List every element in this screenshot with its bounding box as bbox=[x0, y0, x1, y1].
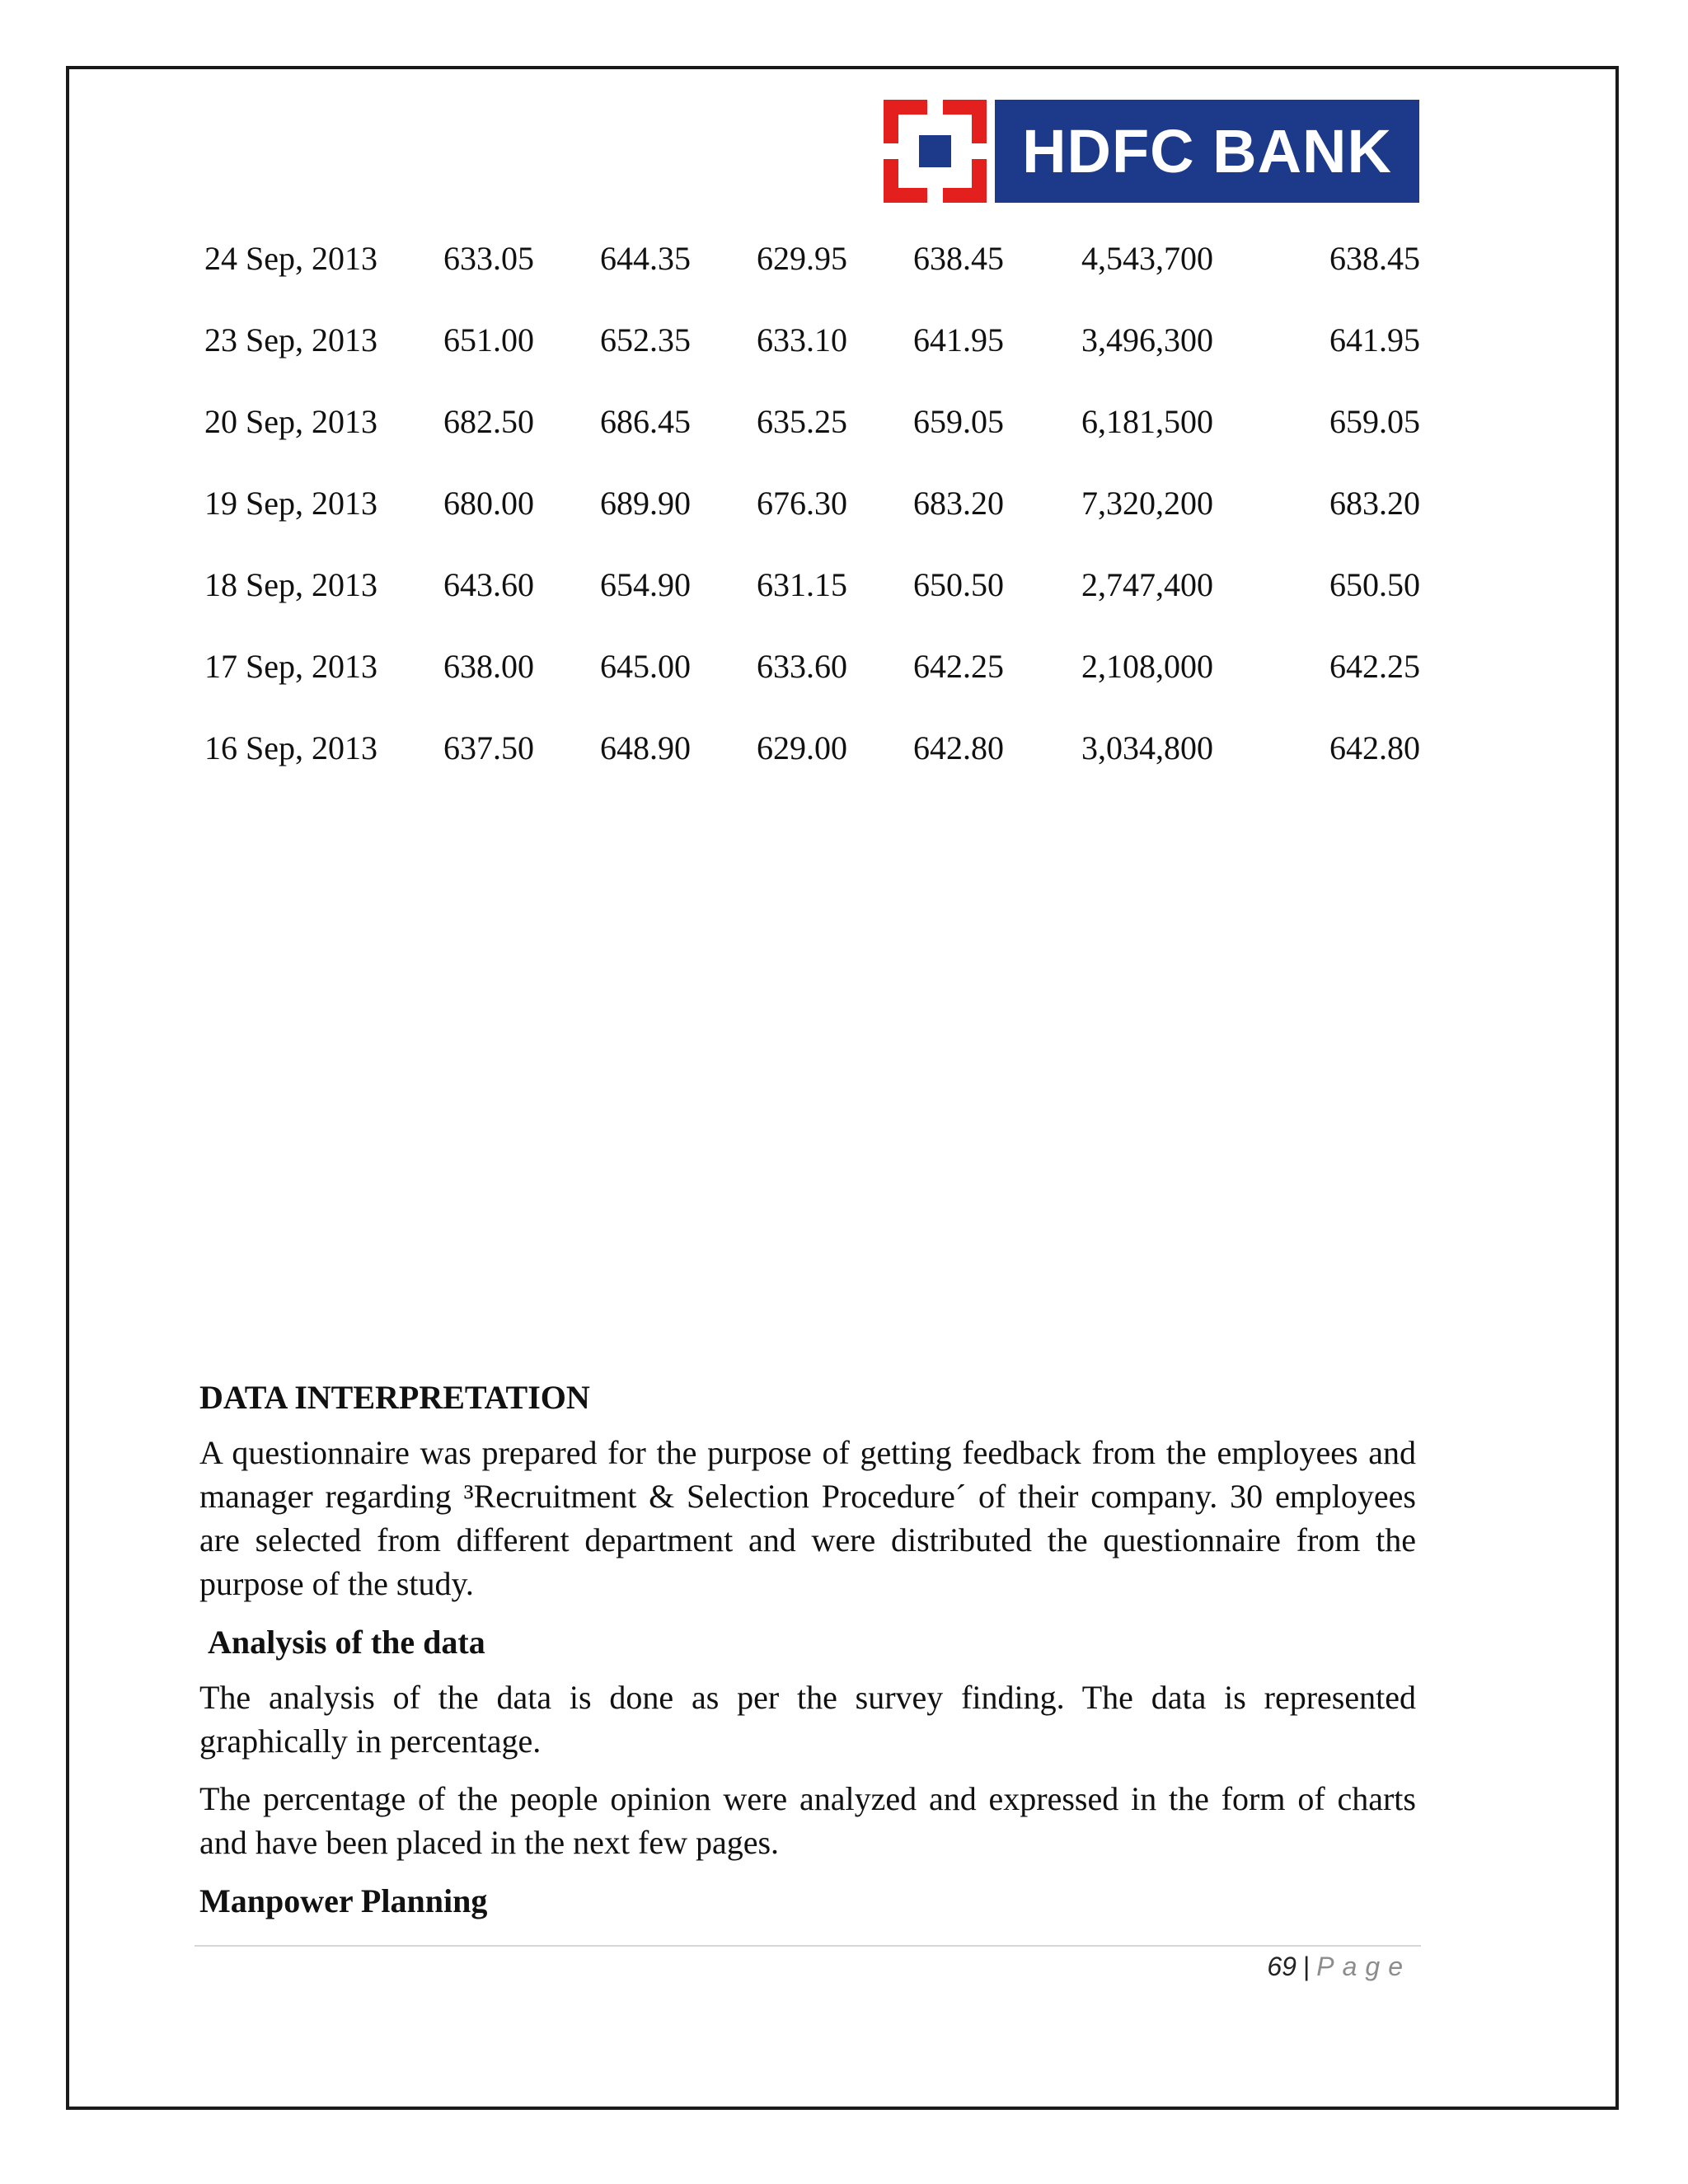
table-row bbox=[204, 402, 1420, 484]
cell-close: 642.80 bbox=[913, 729, 1004, 766]
page-label: Page bbox=[1316, 1952, 1411, 1981]
page-footer bbox=[1267, 1952, 1411, 1982]
cell-open: 633.05 bbox=[443, 240, 534, 277]
cell-volume: 6,181,500 bbox=[1081, 403, 1213, 440]
charts-paragraph: The percentage of the people opinion were analyzed and expressed in the form of charts and have been placed in the next few pages. bbox=[199, 1780, 1416, 1861]
cell-low: 635.25 bbox=[757, 403, 847, 440]
cell-adj-close: 641.95 bbox=[1329, 321, 1420, 359]
cell-low: 629.00 bbox=[757, 729, 847, 766]
cell-date: 20 Sep, 2013 bbox=[204, 403, 377, 440]
cell-close: 659.05 bbox=[913, 403, 1004, 440]
subheading-analysis: Analysis of the data bbox=[208, 1624, 485, 1661]
cell-date: 16 Sep, 2013 bbox=[204, 729, 377, 766]
cell-volume: 7,320,200 bbox=[1081, 485, 1213, 522]
cell-high: 652.35 bbox=[600, 321, 691, 359]
cell-high: 648.90 bbox=[600, 729, 691, 766]
cell-volume: 4,543,700 bbox=[1081, 240, 1213, 277]
table-row bbox=[204, 647, 1420, 729]
cell-adj-close: 642.80 bbox=[1329, 729, 1420, 766]
page-number: 69 bbox=[1267, 1952, 1296, 1981]
cell-open: 638.00 bbox=[443, 648, 534, 685]
logo-text: HDFC BANK bbox=[995, 100, 1419, 203]
main-content bbox=[199, 1375, 1416, 1934]
cell-open: 643.60 bbox=[443, 566, 534, 603]
table-row bbox=[204, 321, 1420, 402]
cell-high: 686.45 bbox=[600, 403, 691, 440]
cell-date: 23 Sep, 2013 bbox=[204, 321, 377, 359]
cell-volume: 3,496,300 bbox=[1081, 321, 1213, 359]
table-row bbox=[204, 565, 1420, 647]
table-row bbox=[204, 239, 1420, 321]
cell-close: 650.50 bbox=[913, 566, 1004, 603]
intro-paragraph: A questionnaire was prepared for the purpose of getting feedback from the employees and manager regarding ³Recruitment & Selection Procedure´ of their company. 30 employees are selected from different department and were distributed the questionnaire from the purpose of the study. bbox=[199, 1434, 1416, 1602]
cell-open: 637.50 bbox=[443, 729, 534, 766]
cell-low: 676.30 bbox=[757, 485, 847, 522]
cell-date: 19 Sep, 2013 bbox=[204, 485, 377, 522]
cell-volume: 3,034,800 bbox=[1081, 729, 1213, 766]
cell-high: 645.00 bbox=[600, 648, 691, 685]
section-heading-manpower-planning: Manpower Planning bbox=[199, 1882, 488, 1919]
cell-date: 24 Sep, 2013 bbox=[204, 240, 377, 277]
cell-open: 680.00 bbox=[443, 485, 534, 522]
cell-close: 683.20 bbox=[913, 485, 1004, 522]
cell-low: 633.10 bbox=[757, 321, 847, 359]
stock-price-table bbox=[204, 239, 1420, 810]
analysis-paragraph: The analysis of the data is done as per the survey finding. The data is represented graphically in percentage. bbox=[199, 1679, 1416, 1760]
section-heading-data-interpretation: DATA INTERPRETATION bbox=[199, 1379, 590, 1416]
cell-volume: 2,747,400 bbox=[1081, 566, 1213, 603]
hdfc-logo-mark-icon bbox=[884, 100, 987, 203]
cell-adj-close: 683.20 bbox=[1329, 485, 1420, 522]
cell-low: 629.95 bbox=[757, 240, 847, 277]
cell-high: 644.35 bbox=[600, 240, 691, 277]
table-row bbox=[204, 484, 1420, 565]
footer-separator: | bbox=[1302, 1952, 1311, 1981]
cell-close: 641.95 bbox=[913, 321, 1004, 359]
footer-divider bbox=[195, 1945, 1421, 1947]
cell-close: 642.25 bbox=[913, 648, 1004, 685]
cell-low: 631.15 bbox=[757, 566, 847, 603]
cell-high: 654.90 bbox=[600, 566, 691, 603]
cell-adj-close: 659.05 bbox=[1329, 403, 1420, 440]
cell-volume: 2,108,000 bbox=[1081, 648, 1213, 685]
cell-date: 17 Sep, 2013 bbox=[204, 648, 377, 685]
cell-adj-close: 642.25 bbox=[1329, 648, 1420, 685]
table-row bbox=[204, 729, 1420, 810]
cell-adj-close: 650.50 bbox=[1329, 566, 1420, 603]
cell-adj-close: 638.45 bbox=[1329, 240, 1420, 277]
cell-low: 633.60 bbox=[757, 648, 847, 685]
cell-date: 18 Sep, 2013 bbox=[204, 566, 377, 603]
cell-open: 682.50 bbox=[443, 403, 534, 440]
cell-close: 638.45 bbox=[913, 240, 1004, 277]
cell-high: 689.90 bbox=[600, 485, 691, 522]
cell-open: 651.00 bbox=[443, 321, 534, 359]
hdfc-bank-logo bbox=[884, 100, 1419, 203]
